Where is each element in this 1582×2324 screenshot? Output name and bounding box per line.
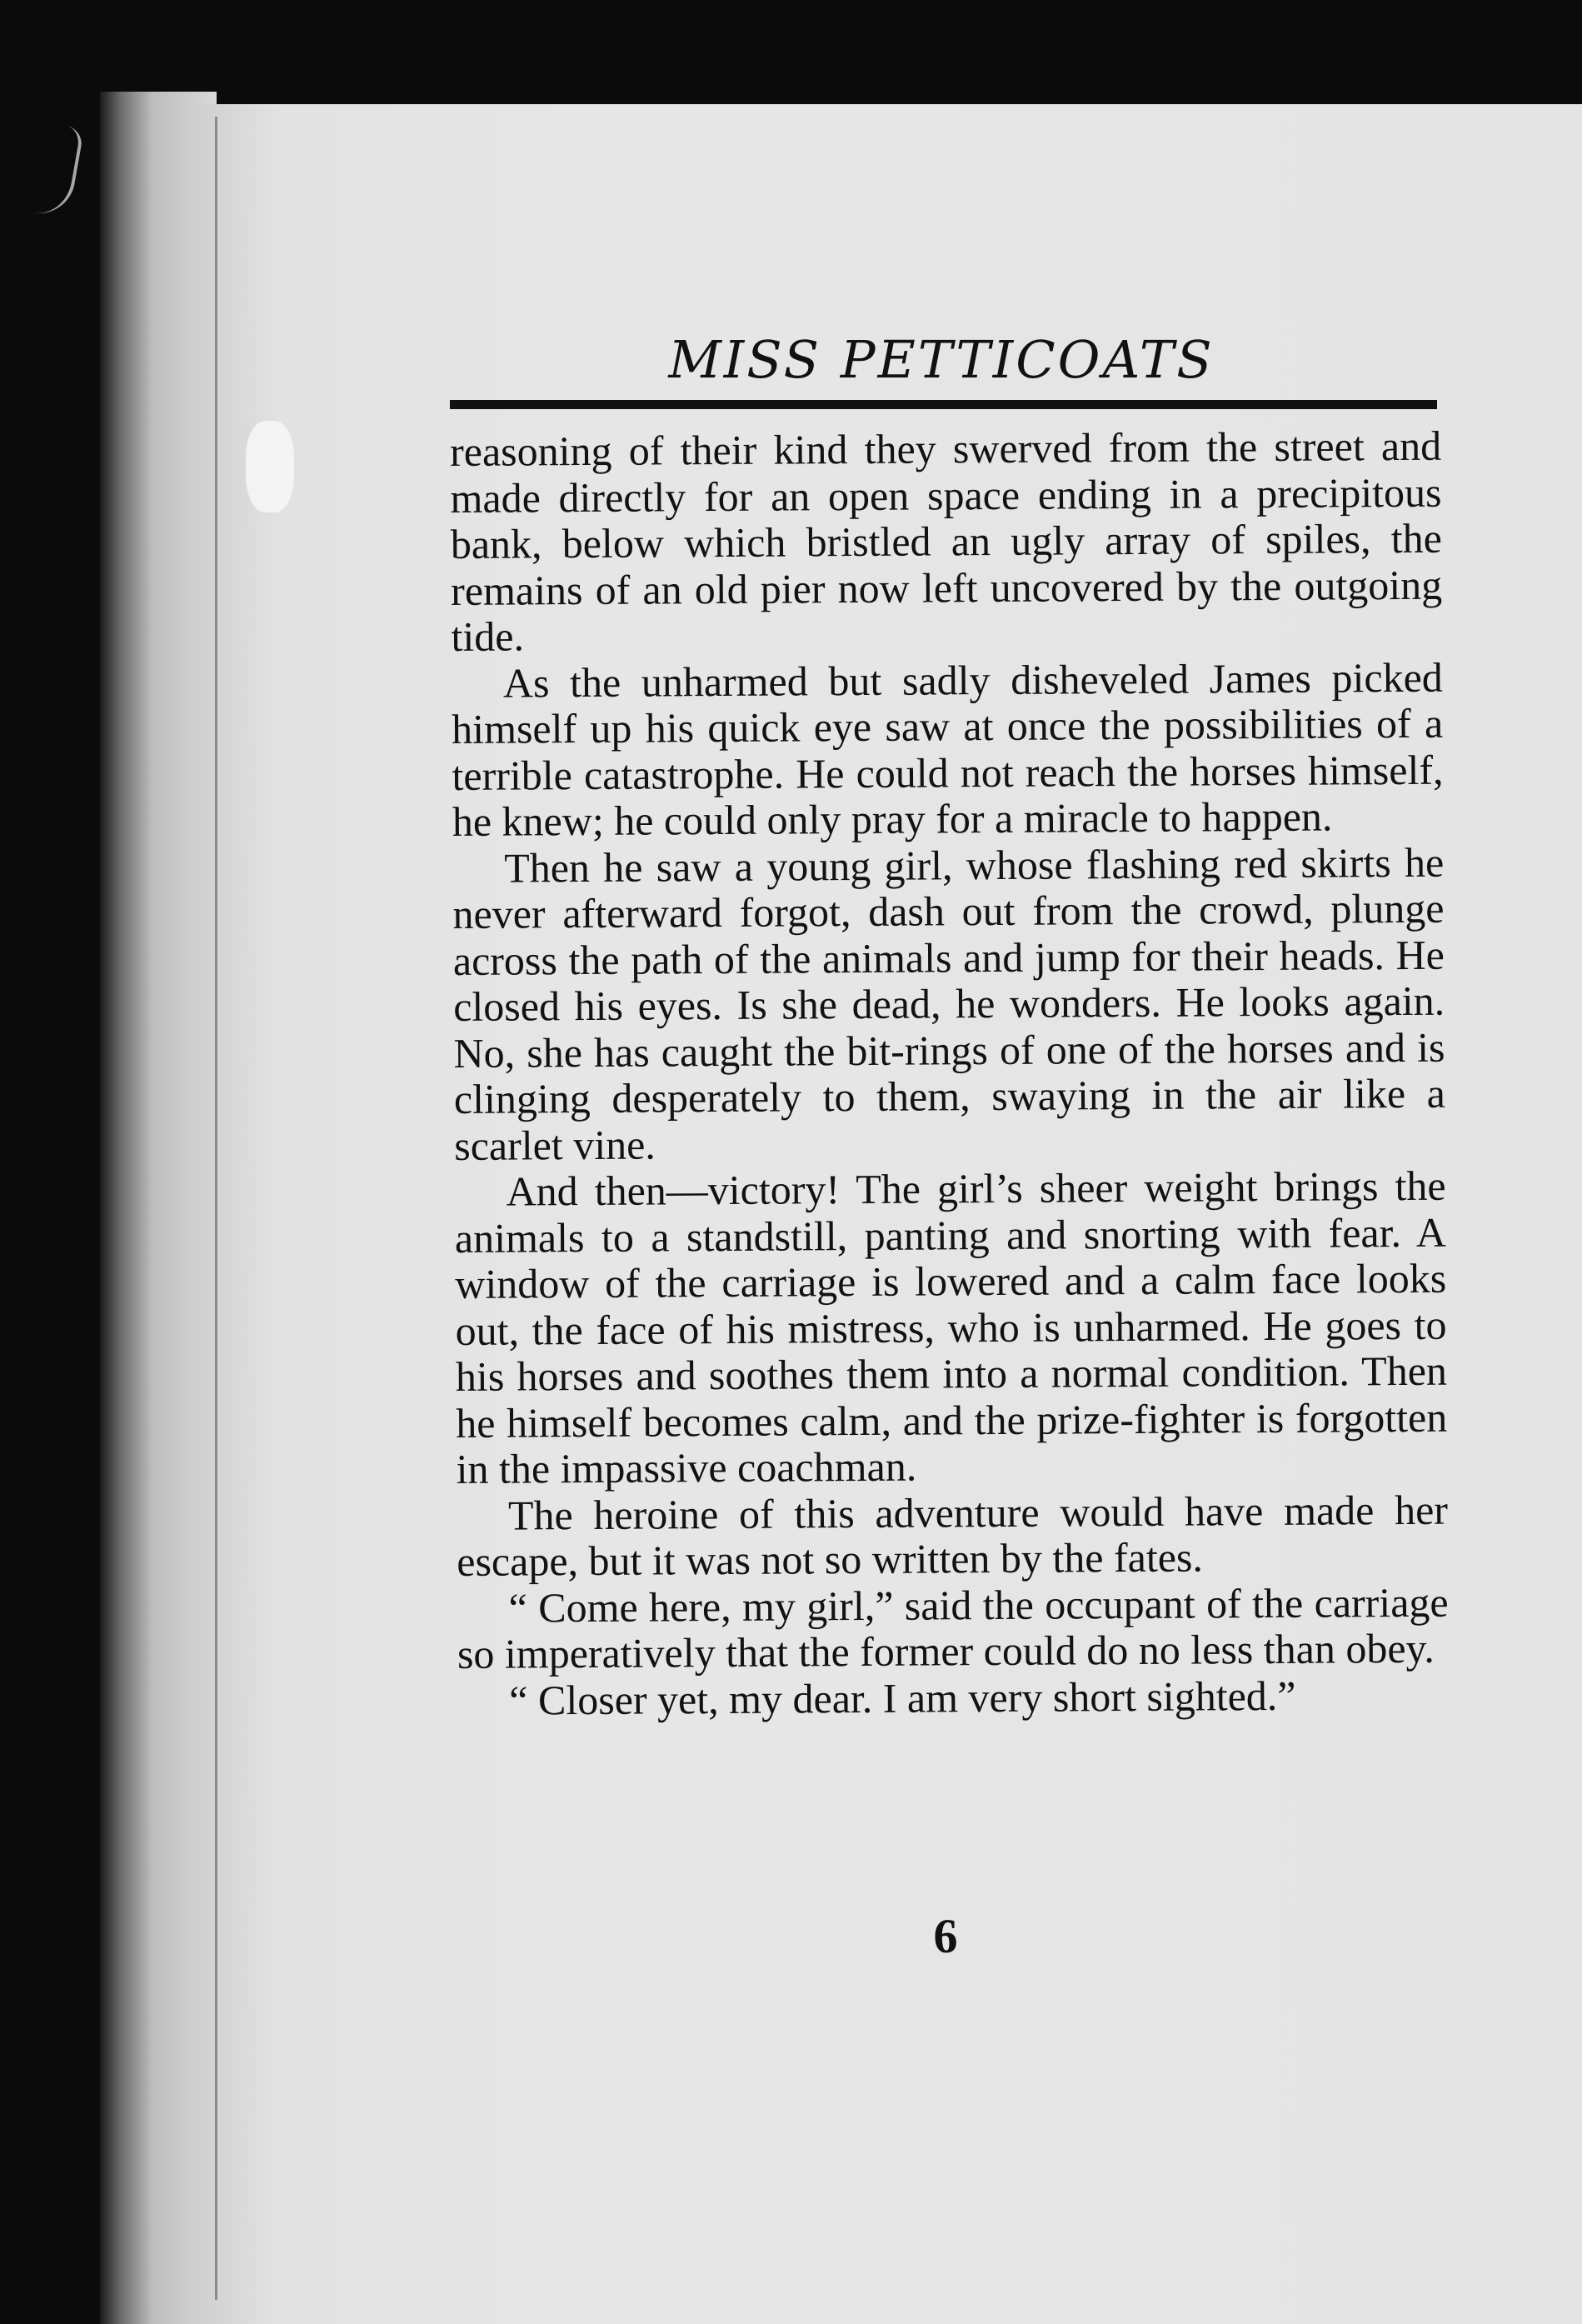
margin-mark <box>32 122 84 219</box>
paragraph: “ Closer yet, my dear. I am very short sighted.” <box>509 1672 1296 1724</box>
paragraph: And then—victory! The girl’s sheer weight brings the animals to a standstill, panting and snorting with fear. A window of the carriage is lowered and a calm face looks out, the face of his mistress, who is unharmed. He goes to his horses and soothes them into a normal condition. Then he himself becomes calm, and the prize-fighter is forgotten in the impassive coachman. <box>454 1162 1448 1492</box>
body-text <box>450 423 1449 1724</box>
paragraph: Then he saw a young girl, whose flashing red skirts he never afterward forgot, dash out from the crowd, plunge across the path of the animals and jump for their heads. He closed his eyes. Is she dead, he wonders. He looks again. No, she has caught the bit-rings of one of the horses and is clinging desperately to them, swaying in the air like a scarlet vine. <box>452 838 1446 1169</box>
header-rule <box>450 400 1437 409</box>
paragraph: reasoning of their kind they swerved from the street and made directly for an open space ending in a precipitous bank, below which bristled an ugly array of spiles, the remains of an old pier now left uncovered by the outgoing tide. <box>449 422 1443 660</box>
paragraph: “ Come here, my girl,” said the occupant of the carriage so imperatively that the former could do no less than obey. <box>457 1578 1449 1677</box>
paper-blemish <box>246 421 294 512</box>
paragraph: The heroine of this adventure would have made her escape, but it was not so written by the fates. <box>457 1486 1449 1585</box>
paragraph: As the unharmed but sadly disheveled James picked himself up his quick eye saw at once the possibilities of a terrible catastrophe. He could not reach the horses himself, he knew; he could only pray for a miracle to happen. <box>452 653 1444 845</box>
running-head: MISS PETTICOATS <box>668 329 1215 390</box>
page-edge-line <box>215 117 217 2300</box>
page-number: 6 <box>933 1909 958 1963</box>
